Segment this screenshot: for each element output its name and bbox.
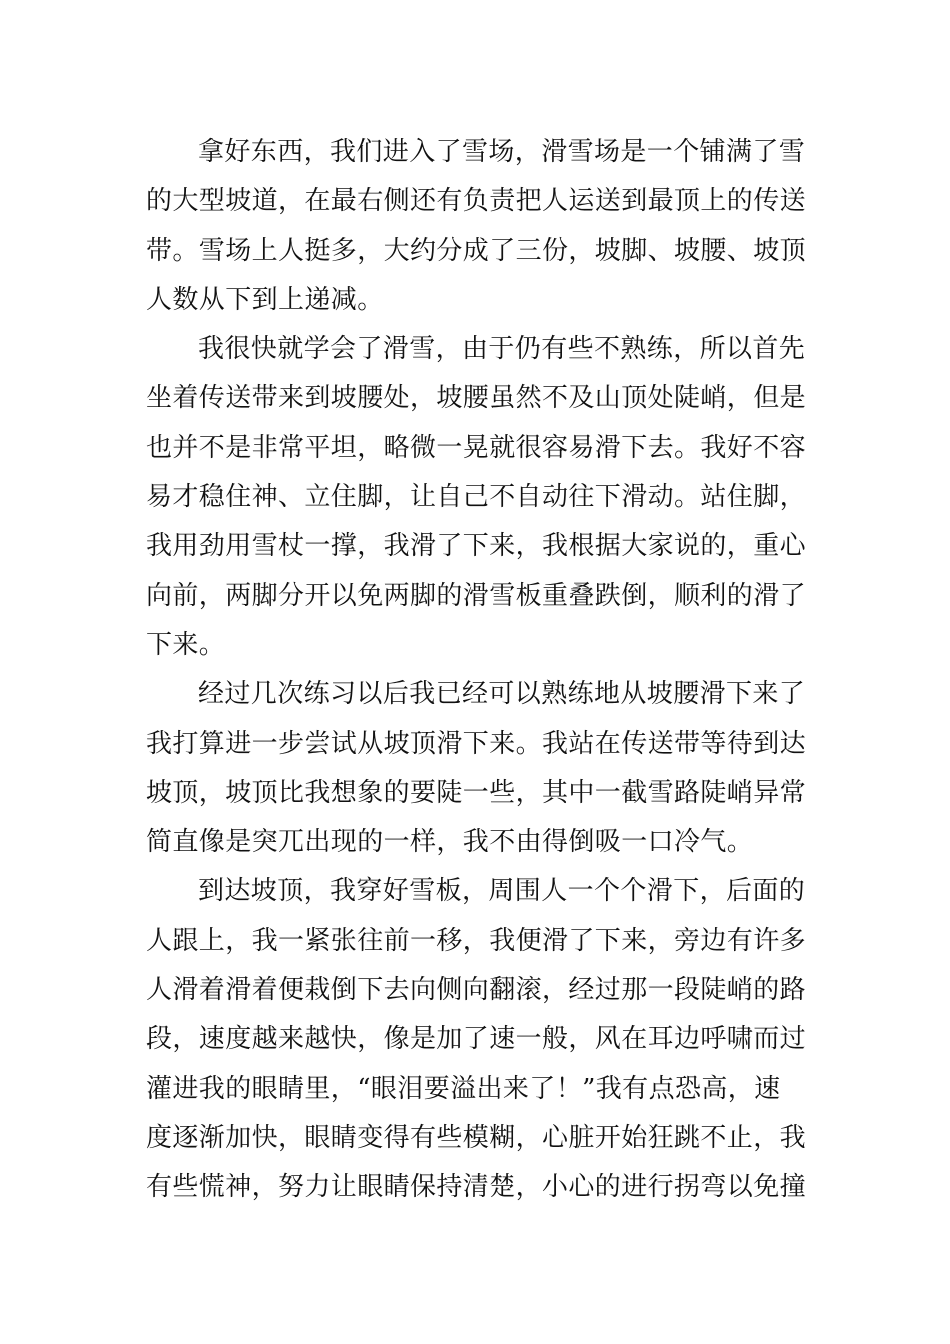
text-line: 到达坡顶，我穿好雪板，周围人一个个滑下，后面的 [198, 876, 806, 907]
text-line: 也并不是非常平坦，略微一晃就很容易滑下去。我好不容 [146, 432, 807, 463]
paragraph-3 [146, 670, 806, 867]
text-line: 有些慌神，努力让眼睛保持清楚，小心的进行拐弯以免撞 [146, 1172, 807, 1203]
article-body [146, 128, 806, 1213]
paragraph-4 [146, 867, 806, 1212]
text-line: 坡顶，坡顶比我想象的要陡一些，其中一截雪路陡峭异常 [146, 777, 807, 808]
text-line: 人跟上，我一紧张往前一移，我便滑了下来，旁边有许多 [146, 925, 807, 956]
text-line: 我用劲用雪杖一撑，我滑了下来，我根据大家说的，重心 [146, 531, 807, 562]
text-line: 简直像是突兀出现的一样，我不由得倒吸一口冷气。 [146, 827, 754, 858]
paragraph-1 [146, 128, 806, 325]
text-line: 易才稳住神、立住脚，让自己不自动往下滑动。站住脚， [146, 482, 807, 513]
text-line: 拿好东西，我们进入了雪场，滑雪场是一个铺满了雪 [198, 137, 806, 167]
text-line: 坐着传送带来到坡腰处，坡腰虽然不及山顶处陡峭，但是 [146, 383, 807, 414]
paragraph-2 [146, 325, 806, 670]
text-line: 向前，两脚分开以免两脚的滑雪板重叠跌倒，顺利的滑了 [146, 580, 807, 611]
text-line: 我很快就学会了滑雪，由于仍有些不熟练，所以首先 [198, 334, 806, 365]
text-line: 度逐渐加快，眼睛变得有些模糊，心脏开始狂跳不止，我 [146, 1122, 807, 1153]
text-line: 段，速度越来越快，像是加了速一般，风在耳边呼啸而过 [146, 1024, 807, 1055]
text-line: 带。雪场上人挺多，大约分成了三份，坡脚、坡腰、坡顶 [146, 235, 807, 266]
text-line: 人数从下到上递减。 [146, 284, 384, 315]
text-line: 下来。 [146, 629, 226, 660]
text-line: 经过几次练习以后我已经可以熟练地从坡腰滑下来了 [198, 679, 806, 710]
text-line: 灌进我的眼睛里，“眼泪要溢出来了！”我有点恐高，速 [146, 1073, 781, 1104]
text-line: 人滑着滑着便栽倒下去向侧向翻滚，经过那一段陡峭的路 [146, 975, 807, 1006]
text-line: 的大型坡道，在最右侧还有负责把人运送到最顶上的传送 [146, 186, 807, 217]
text-line: 我打算进一步尝试从坡顶滑下来。我站在传送带等待到达 [146, 728, 807, 759]
